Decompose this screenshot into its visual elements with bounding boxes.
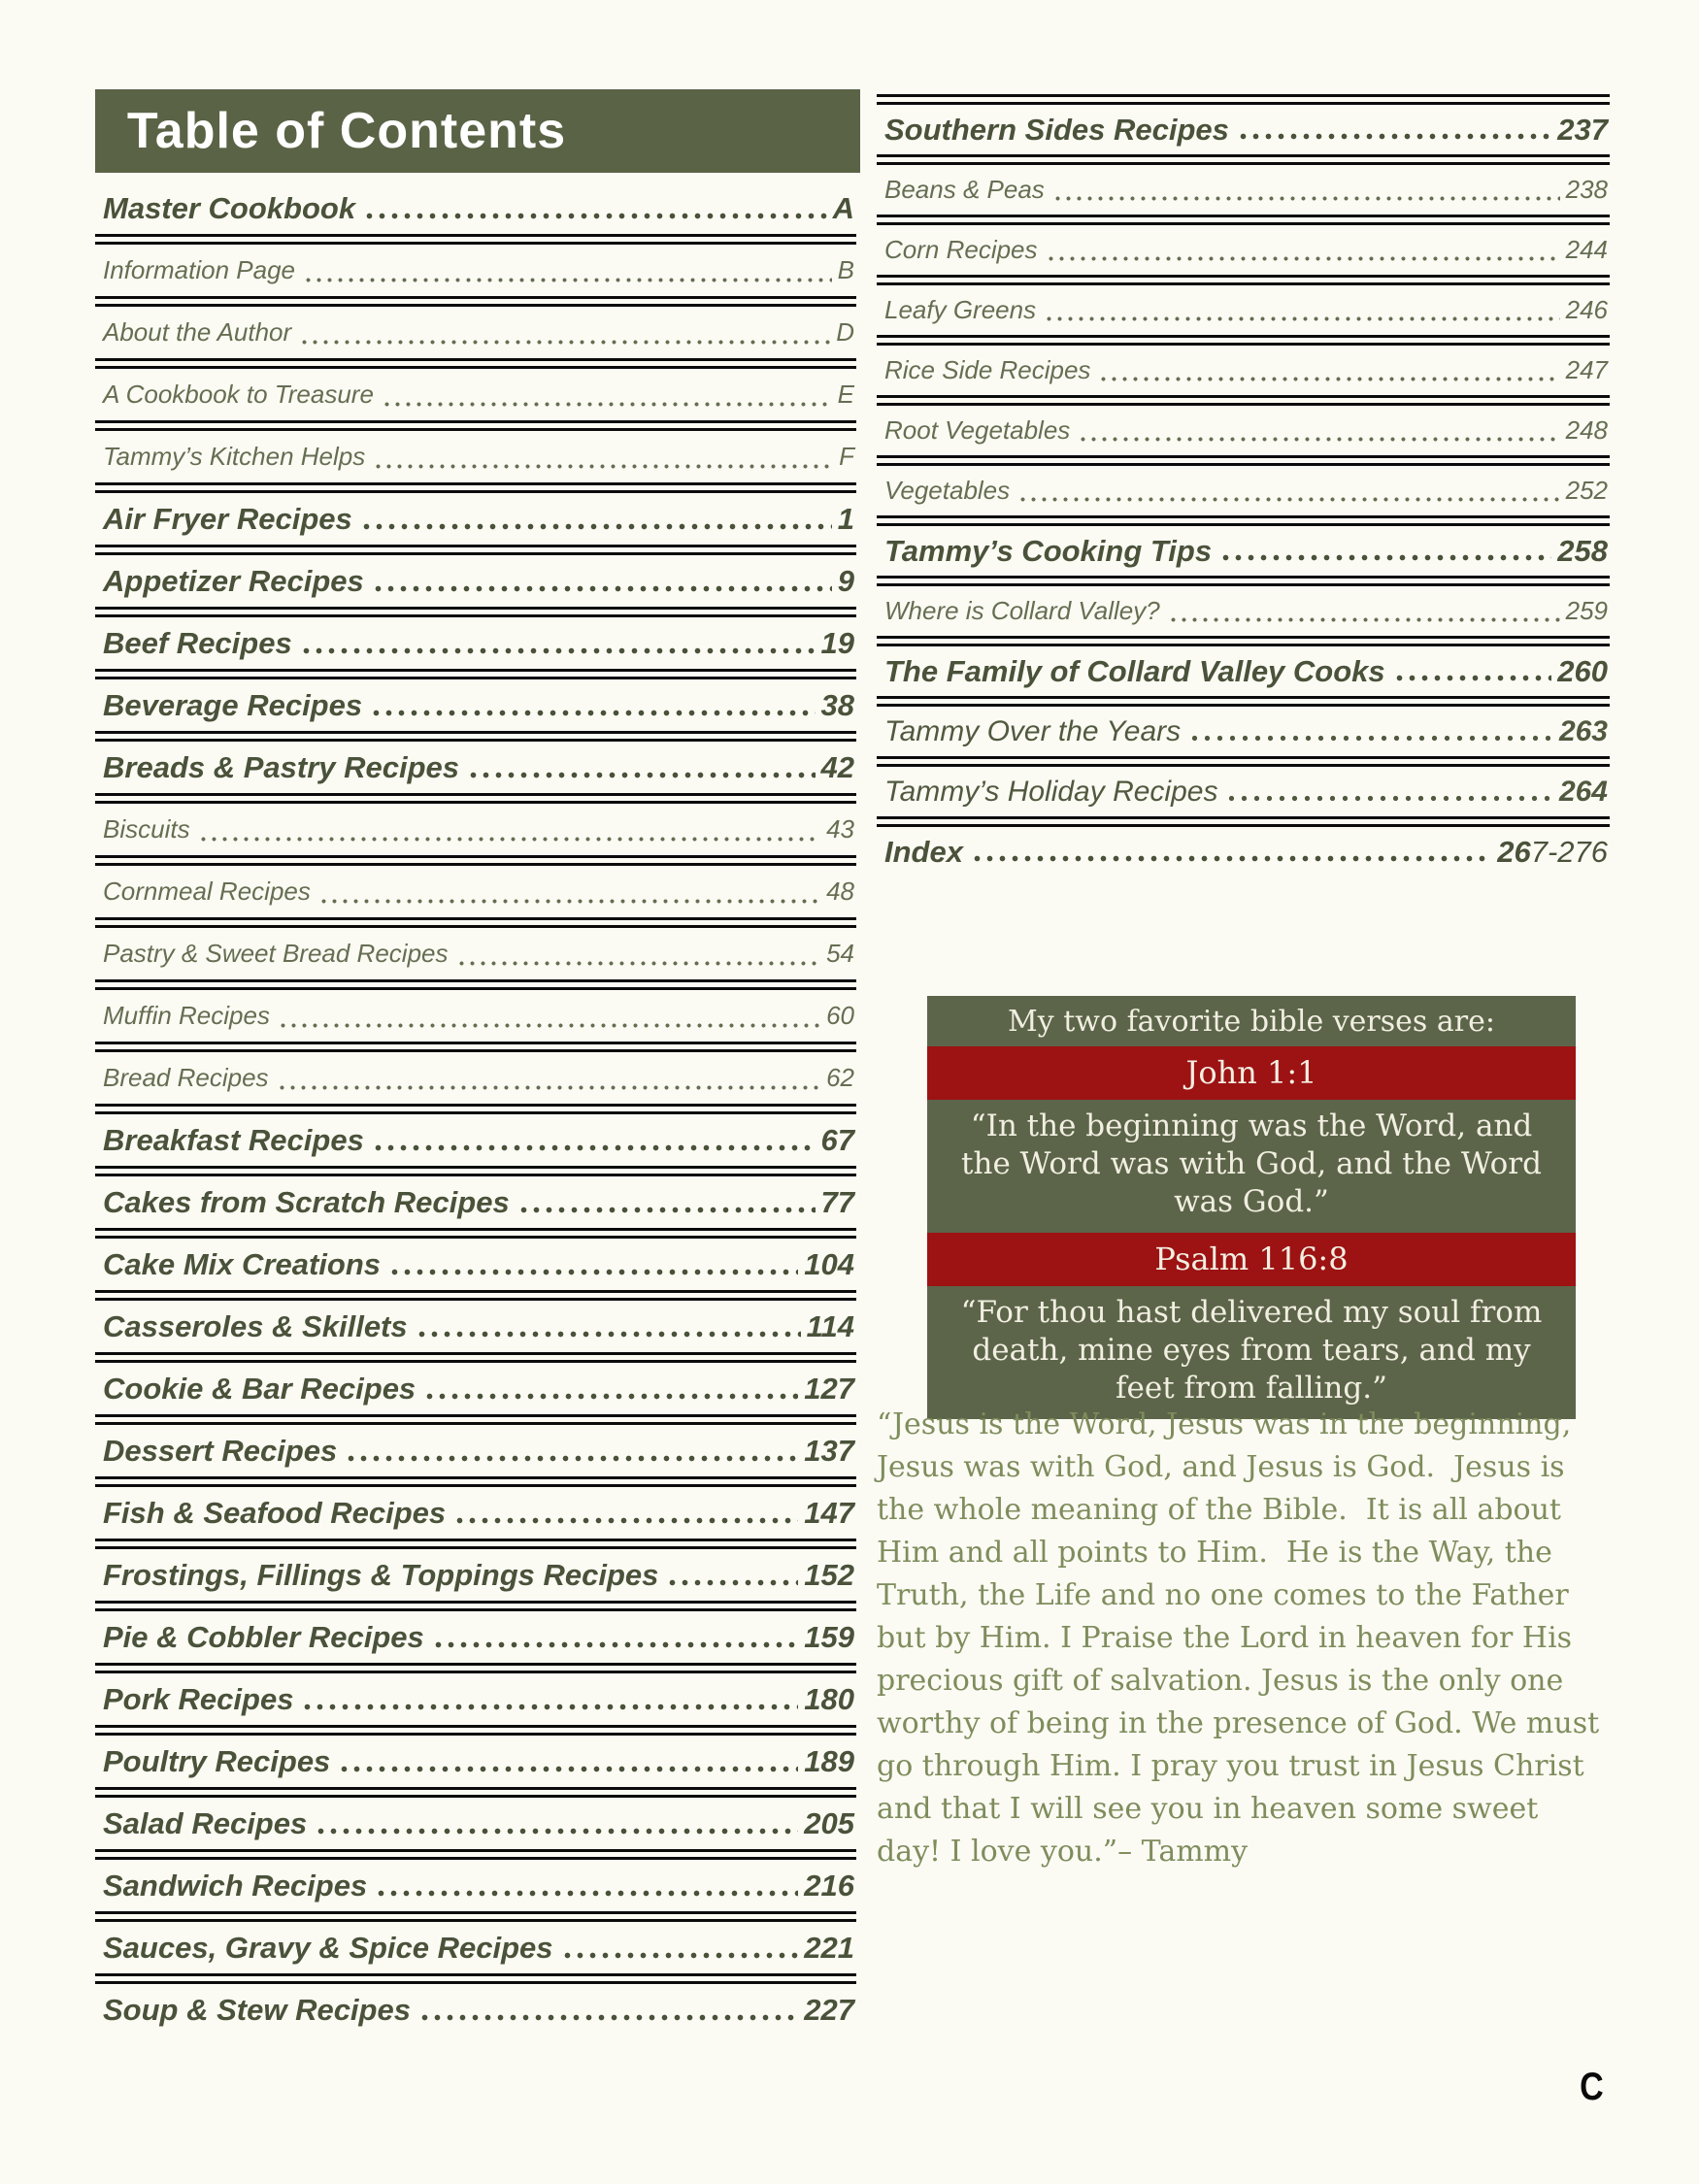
toc-leader-dots [1188, 734, 1553, 743]
toc-entry-page: 9 [837, 563, 854, 598]
toc-row [95, 1301, 856, 1352]
verse-quote-john: “In the beginning was the Word, and the Word was with God, and the Word was God.” [961, 1109, 1542, 1219]
toc-entry-label: Tammy’s Cooking Tips [884, 533, 1213, 568]
toc-leader-dots [372, 1143, 816, 1152]
toc-leader-dots [318, 897, 820, 906]
verse-reference-john: John 1:1 [927, 1046, 1576, 1100]
toc-entry-page: 42 [820, 749, 854, 784]
verse-quote-psalm: “For thou hast delivered my soul from death, mine eyes from tears, and my feet from falling.” [960, 1295, 1543, 1406]
toc-row [95, 1114, 856, 1166]
toc-left-column [95, 182, 856, 2035]
toc-leader-dots [1044, 314, 1560, 323]
toc-leader-dots [300, 646, 816, 655]
toc-entry-label: The Family of Collard Valley Cooks [884, 653, 1385, 688]
toc-leader-dots [1052, 194, 1560, 203]
toc-leader-dots [338, 1765, 798, 1773]
row-divider [877, 756, 1610, 767]
row-divider [877, 275, 1610, 285]
toc-entry-page: 104 [804, 1246, 854, 1281]
toc-leader-dots [277, 1083, 821, 1092]
toc-entry-page: A [832, 190, 854, 225]
verse-reference-psalm: Psalm 116:8 [927, 1233, 1576, 1286]
toc-leader-dots [456, 959, 821, 968]
toc-entry-page: B [837, 255, 854, 284]
toc-entry-label: Pie & Cobbler Recipes [103, 1619, 424, 1654]
toc-row [95, 1922, 856, 1973]
row-divider [95, 1476, 856, 1487]
row-divider [95, 234, 856, 245]
toc-leader-dots [370, 709, 815, 717]
row-divider [877, 515, 1610, 526]
row-divider [95, 1539, 856, 1549]
toc-entry-page: 137 [804, 1433, 854, 1468]
toc-entry-label: Salad Recipes [103, 1805, 308, 1840]
toc-row [95, 1673, 856, 1725]
toc-entry-page: 263 [1558, 714, 1608, 747]
row-divider [95, 731, 856, 742]
toc-leader-dots [1225, 794, 1552, 803]
toc-leader-dots [345, 1454, 798, 1463]
toc-leader-dots [1017, 495, 1559, 504]
toc-leader-dots [372, 584, 832, 593]
toc-leader-dots [561, 1951, 799, 1960]
toc-row [95, 866, 856, 917]
toc-entry-label: Sandwich Recipes [103, 1868, 368, 1903]
toc-entry-label: Casseroles & Skillets [103, 1308, 408, 1343]
row-divider [95, 1166, 856, 1176]
toc-row [877, 105, 1610, 154]
toc-entry-page: 259 [1565, 596, 1608, 625]
toc-entry-label: Pork Recipes [103, 1681, 294, 1716]
testimony-paragraph: “Jesus is the Word, Jesus was in the beginning, Jesus was with God, and Jesus is God. Jesus is the whole meaning of the Bible. It is all about Him and all points to Him. He is the Way, the Truth, the Life and no one comes to the Father but by Him. I Praise the Lord in heaven for His precious gift of salvation. Jesus is the only one worthy of being in the presence of God. We must go through Him. I pray you trust in Jesus Christ and that I will see you in heaven some sweet day! I love you.”– Tammy [877, 1407, 1609, 1869]
toc-leader-dots [360, 522, 832, 531]
toc-row [877, 165, 1610, 215]
toc-entry-page: 62 [826, 1063, 854, 1092]
toc-row [95, 1363, 856, 1414]
row-divider [877, 636, 1610, 646]
toc-row [877, 285, 1610, 335]
row-divider [95, 1849, 856, 1860]
row-divider [877, 696, 1610, 707]
row-divider [95, 1104, 856, 1114]
toc-row [95, 1798, 856, 1849]
toc-leader-dots [198, 835, 821, 844]
toc-row [95, 1549, 856, 1601]
toc-entry-page: 189 [804, 1743, 854, 1778]
row-divider [95, 979, 856, 990]
row-divider [95, 1352, 856, 1363]
toc-entry-page: 267-276 [1497, 834, 1608, 869]
toc-entry-page: 159 [804, 1619, 854, 1654]
toc-leader-dots [1046, 254, 1560, 263]
row-divider [95, 855, 856, 866]
toc-entry-page: F [839, 442, 854, 471]
toc-entry-label: Where is Collard Valley? [884, 596, 1160, 625]
row-divider [877, 94, 1610, 105]
toc-entry-page: 264 [1558, 775, 1608, 808]
toc-entry-label: Cakes from Scratch Recipes [103, 1184, 510, 1219]
toc-leader-dots [278, 1021, 820, 1030]
toc-entry-label: Biscuits [103, 814, 190, 844]
toc-leader-dots [1078, 435, 1559, 444]
toc-row [877, 827, 1610, 877]
toc-leader-dots [299, 338, 830, 347]
toc-entry-label: Leafy Greens [884, 295, 1037, 324]
toc-row [95, 182, 856, 234]
toc-leader-dots [375, 1889, 798, 1898]
toc-row [95, 742, 856, 793]
bible-verses-panel [927, 996, 1576, 1419]
toc-row [95, 1052, 856, 1104]
toc-row [95, 1736, 856, 1787]
toc-row [95, 1984, 856, 2035]
toc-entry-label: Tammy Over the Years [884, 714, 1182, 747]
toc-entry-page: 48 [826, 877, 854, 906]
toc-row [95, 679, 856, 731]
toc-row [95, 555, 856, 607]
toc-row [877, 466, 1610, 515]
toc-row [95, 990, 856, 1042]
toc-row [95, 307, 856, 358]
toc-row [877, 767, 1610, 816]
toc-entry-label: Dessert Recipes [103, 1433, 338, 1468]
toc-leader-dots [1098, 375, 1559, 383]
toc-leader-dots [971, 854, 1491, 863]
toc-row [95, 928, 856, 979]
toc-leader-dots [418, 2013, 798, 2022]
toc-entry-page: E [837, 380, 854, 409]
toc-entry-label: Root Vegetables [884, 415, 1071, 445]
row-divider [95, 607, 856, 617]
toc-entry-label: Pastry & Sweet Bread Recipes [103, 939, 449, 968]
toc-row [877, 225, 1610, 275]
toc-entry-label: Tammy’s Holiday Recipes [884, 775, 1218, 808]
toc-row [95, 1487, 856, 1539]
toc-entry-label: Bread Recipes [103, 1063, 269, 1092]
toc-entry-page: 1 [837, 501, 854, 536]
row-divider [95, 1228, 856, 1239]
toc-leader-dots [666, 1578, 798, 1587]
toc-entry-label: Beverage Recipes [103, 687, 363, 722]
toc-leader-dots [453, 1516, 798, 1525]
toc-entry-page: 246 [1565, 295, 1608, 324]
toc-entry-page: 247 [1565, 355, 1608, 384]
toc-row [95, 1860, 856, 1911]
toc-row [877, 707, 1610, 756]
toc-entry-page: 252 [1565, 476, 1608, 505]
row-divider [95, 545, 856, 555]
toc-entry-label: Information Page [103, 255, 296, 284]
row-divider [95, 482, 856, 493]
toc-row [95, 1239, 856, 1290]
row-divider [95, 1042, 856, 1052]
row-divider [95, 296, 856, 307]
toc-entry-label: Poultry Recipes [103, 1743, 331, 1778]
row-divider [877, 576, 1610, 586]
toc-entry-page: 19 [820, 625, 854, 660]
toc-leader-dots [1393, 674, 1552, 682]
toc-entry-label: Cookie & Bar Recipes [103, 1371, 416, 1406]
toc-leader-dots [388, 1268, 798, 1276]
toc-leader-dots [1219, 553, 1551, 562]
toc-entry-label: Vegetables [884, 476, 1011, 505]
toc-entry-page: 38 [820, 687, 854, 722]
toc-entry-label: Rice Side Recipes [884, 355, 1091, 384]
toc-entry-label: Master Cookbook [103, 190, 356, 225]
toc-entry-page: 227 [804, 1992, 854, 2027]
toc-leader-dots [416, 1330, 801, 1339]
toc-entry-label: Appetizer Recipes [103, 563, 364, 598]
toc-row [95, 493, 856, 545]
toc-entry-label: Cake Mix Creations [103, 1246, 381, 1281]
row-divider [95, 1414, 856, 1425]
row-divider [877, 455, 1610, 466]
toc-entry-label: Cornmeal Recipes [103, 877, 311, 906]
row-divider [877, 215, 1610, 225]
toc-entry-page: 180 [804, 1681, 854, 1716]
toc-entry-page: D [836, 317, 854, 347]
verse-panel-intro: My two favorite bible verses are: [1008, 1005, 1495, 1039]
row-divider [95, 917, 856, 928]
toc-row [877, 586, 1610, 636]
row-divider [95, 1911, 856, 1922]
toc-entry-page: 244 [1565, 235, 1608, 264]
toc-entry-page: 67 [820, 1122, 854, 1157]
toc-leader-dots [1168, 615, 1560, 624]
toc-leader-dots [303, 276, 832, 284]
toc-leader-dots [382, 400, 832, 409]
toc-entry-page: 248 [1565, 415, 1608, 445]
toc-leader-dots [373, 462, 833, 471]
toc-entry-label: About the Author [103, 317, 292, 347]
toc-entry-page: 147 [804, 1495, 854, 1530]
toc-row [877, 406, 1610, 455]
toc-row [95, 369, 856, 420]
row-divider [95, 1601, 856, 1611]
row-divider [95, 793, 856, 804]
toc-entry-label: Beans & Peas [884, 175, 1045, 204]
toc-entry-page: 54 [826, 939, 854, 968]
row-divider [95, 420, 856, 431]
toc-entry-label: Fish & Seafood Recipes [103, 1495, 447, 1530]
toc-row [95, 1425, 856, 1476]
row-divider [877, 154, 1610, 165]
toc-leader-dots [363, 212, 827, 220]
toc-entry-label: Index [884, 834, 963, 869]
toc-leader-dots [432, 1640, 798, 1649]
toc-row [877, 346, 1610, 395]
toc-row [877, 526, 1610, 576]
page-title: Table of Contents [126, 103, 567, 159]
toc-entry-page: 205 [804, 1805, 854, 1840]
toc-leader-dots [315, 1827, 798, 1836]
toc-row [95, 245, 856, 296]
toc-entry-label: Corn Recipes [884, 235, 1038, 264]
row-divider [95, 1725, 856, 1736]
toc-entry-page: 43 [826, 814, 854, 844]
row-divider [95, 1290, 856, 1301]
toc-row [95, 804, 856, 855]
folio-page-letter: C [1580, 2066, 1604, 2108]
toc-row [95, 1176, 856, 1228]
toc-entry-page: 77 [820, 1184, 854, 1219]
row-divider [95, 358, 856, 369]
toc-leader-dots [517, 1206, 816, 1214]
row-divider [95, 1973, 856, 1984]
toc-entry-label: Sauces, Gravy & Spice Recipes [103, 1930, 553, 1965]
toc-entry-page: 114 [806, 1308, 854, 1343]
toc-entry-page: 221 [804, 1930, 854, 1965]
row-divider [877, 395, 1610, 406]
toc-entry-label: Frostings, Fillings & Toppings Recipes [103, 1557, 659, 1592]
toc-entry-label: Breads & Pastry Recipes [103, 749, 460, 784]
toc-entry-page: 237 [1557, 112, 1608, 147]
toc-row [877, 646, 1610, 696]
toc-entry-page: 238 [1565, 175, 1608, 204]
toc-entry-label: Beef Recipes [103, 625, 292, 660]
toc-leader-dots [423, 1392, 798, 1401]
toc-leader-dots [301, 1703, 798, 1711]
toc-leader-dots [467, 771, 815, 779]
toc-entry-label: Muffin Recipes [103, 1001, 270, 1030]
toc-entry-page: 258 [1557, 533, 1608, 568]
row-divider [95, 1787, 856, 1798]
toc-entry-label: Tammy’s Kitchen Helps [103, 442, 366, 471]
row-divider [877, 335, 1610, 346]
toc-entry-page: 60 [826, 1001, 854, 1030]
toc-right-column [877, 94, 1610, 877]
toc-entry-label: A Cookbook to Treasure [103, 380, 374, 409]
toc-entry-page: 152 [804, 1557, 854, 1592]
page-title-banner [95, 89, 860, 173]
toc-entry-label: Southern Sides Recipes [884, 112, 1229, 147]
toc-row [95, 617, 856, 669]
toc-entry-label: Air Fryer Recipes [103, 501, 352, 536]
toc-entry-page: 260 [1557, 653, 1608, 688]
toc-entry-page: 127 [804, 1371, 854, 1406]
row-divider [95, 1663, 856, 1673]
toc-entry-label: Breakfast Recipes [103, 1122, 364, 1157]
toc-row [95, 431, 856, 482]
row-divider [95, 669, 856, 679]
toc-leader-dots [1237, 132, 1551, 141]
toc-row [95, 1611, 856, 1663]
row-divider [877, 816, 1610, 827]
toc-entry-label: Soup & Stew Recipes [103, 1992, 411, 2027]
toc-entry-page: 216 [804, 1868, 854, 1903]
